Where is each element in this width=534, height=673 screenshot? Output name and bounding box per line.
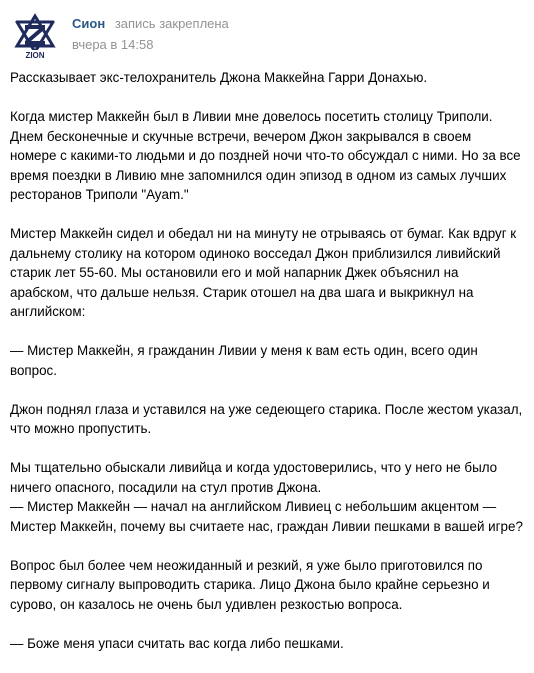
pin-status: запись закреплена xyxy=(114,16,229,31)
avatar-logo-text: ZION xyxy=(25,51,45,60)
author-line xyxy=(72,16,229,32)
post-paragraph: — Мистер Маккейн, я гражданин Ливии у меня к вам есть один, всего один вопрос. xyxy=(10,343,478,378)
post-header xyxy=(10,12,524,62)
post-paragraph: Джон поднял глаза и уставился на уже седеющего старика. После жестом указал, что можно пропустить. xyxy=(10,401,523,436)
post-text xyxy=(10,68,524,673)
author-name-link[interactable]: Сион xyxy=(72,16,106,31)
post-paragraph: Когда мистер Маккейн был в Ливии мне довелось посетить столицу Триполи. Днем бесконечные и скучные встречи, вечером Джон закрывался в своем номере с какими-то людьми и до поздней ночи что-то обсуждал с ними. Но за все время поездки в Ливию мне запомнился один эпизод в одном из самых лучших ресторанов Триполи "Ayam." xyxy=(10,109,521,202)
post-date-link[interactable]: вчера в 14:58 xyxy=(72,37,154,52)
post-paragraph: Вопрос был более чем неожиданный и резкий, я уже было приготовился по первому сигналу выпроводить старика. Лицо Джона было крайне серьезно и сурово, он казалось не очень был удивлен резкостью вопроса. xyxy=(10,557,490,612)
group-avatar[interactable] xyxy=(10,12,60,62)
post-paragraph: Рассказывает экс-телохранитель Джона Маккейна Гарри Донахью. xyxy=(10,70,428,85)
post-paragraph: Мистер Маккейн сидел и обедал ни на минуту не отрываясь от бумаг. Как вдруг к дальнему столику на котором одиноко восседал Джон приблизился ливийский старик лет 55-60. Мы остановили его и мой напарник Джек объяснил на арабском, что дальше нельзя. Старик отошел на два шага и выкрикнул на английском: xyxy=(10,226,517,319)
post-paragraph: Мы тщательно обыскали ливийца и когда удостоверились, что у него не было ничего опасного, посадили на стул против Джона. — Мистер Маккейн — начал на английском Ливиец с небольшим акцентом — Мистер Маккейн, почему вы считаете нас, граждан Ливии пешками в вашей игре? xyxy=(10,460,523,534)
zion-star-logo-icon xyxy=(10,12,60,62)
post-paragraph: — Боже меня упаси считать вас когда либо пешками. xyxy=(10,635,344,651)
